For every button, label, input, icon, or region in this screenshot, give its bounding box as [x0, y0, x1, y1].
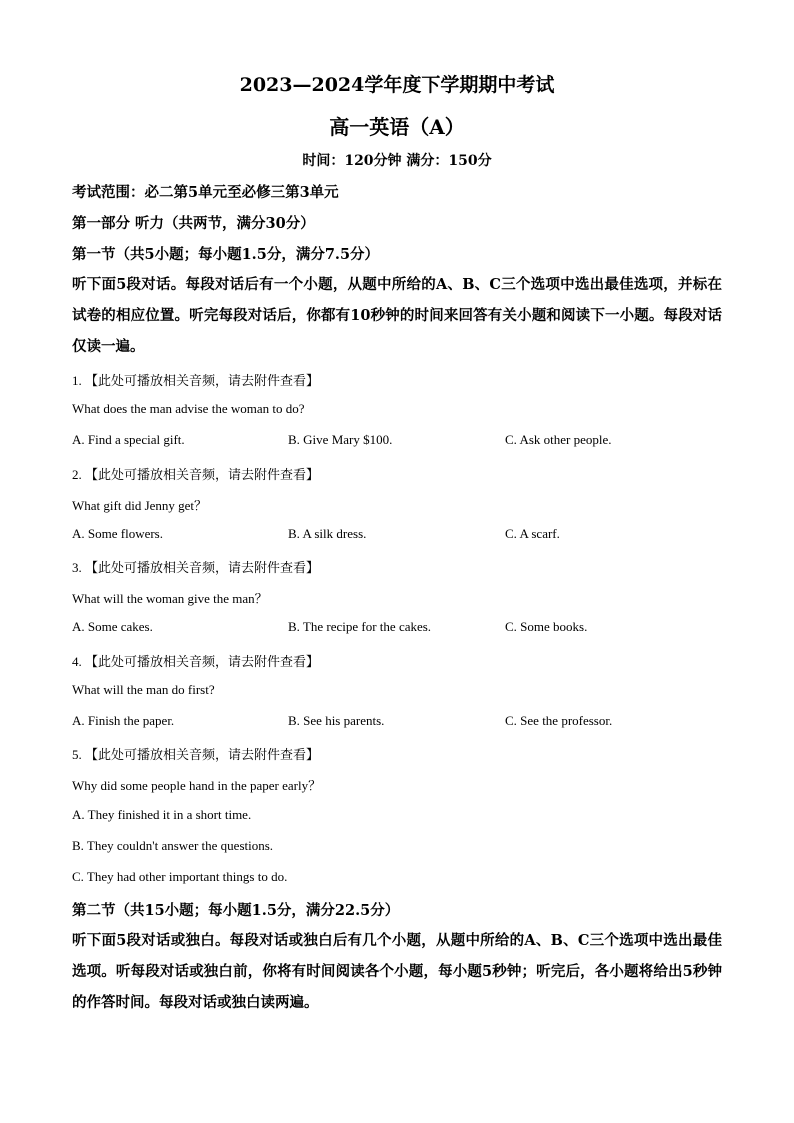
- question-4-option-c: C. See the professor.: [505, 713, 613, 728]
- question-3-option-c: C. Some books.: [505, 619, 588, 634]
- question-4-option-b: B. See his parents.: [288, 713, 385, 728]
- subject-title: 高一英语（A）: [329, 115, 465, 139]
- question-3-option-a: A. Some cakes.: [72, 619, 153, 634]
- section2-title: 第二节（共15小题；每小题1.5分，满分22.5分）: [72, 902, 400, 919]
- section1-title: 第一节（共5小题；每小题1.5分，满分7.5分）: [72, 246, 380, 263]
- question-5-number: 5. 【此处可播放相关音频，请去附件查看】: [72, 747, 320, 762]
- question-3-number: 3. 【此处可播放相关音频，请去附件查看】: [72, 560, 320, 575]
- question-1-option-c: C. Ask other people.: [505, 432, 612, 447]
- question-1-option-a: A. Find a special gift.: [72, 432, 185, 447]
- question-4-option-a: A. Finish the paper.: [72, 713, 175, 728]
- question-2-option-a: A. Some flowers.: [72, 526, 163, 541]
- time-score: 时间：120分钟 满分：150分: [302, 153, 492, 169]
- question-5-text: Why did some people hand in the paper early？: [72, 778, 322, 793]
- question-2-text: What gift did Jenny get？: [72, 498, 208, 513]
- question-4-text: What will the man do first?: [72, 682, 215, 697]
- question-2-number: 2. 【此处可播放相关音频，请去附件查看】: [72, 467, 320, 482]
- question-4-number: 4. 【此处可播放相关音频，请去附件查看】: [72, 654, 320, 669]
- question-1-number: 1. 【此处可播放相关音频，请去附件查看】: [72, 373, 320, 388]
- exam-title: 2023—2024学年度下学期期中考试: [239, 74, 555, 96]
- question-1-option-b: B. Give Mary $100.: [288, 432, 393, 447]
- question-5-option-b: B. They couldn't answer the questions.: [72, 838, 274, 853]
- part1-title: 第一部分 听力（共两节，满分30分）: [72, 215, 315, 232]
- section2-instructions: 听下面5段对话或独白。每段对话或独白后有几个小题，从题中所给的A、B、C三个选项中选出最佳选项。听每段对话或独白前，你将有时间阅读各个小题，每小题5秒钟；听完后，各小题将给出5秒钟的作答时间。每段对话或独白读两遍。: [72, 932, 722, 1011]
- question-3-text: What will the woman give the man？: [72, 591, 268, 606]
- question-5-option-a: A. They finished it in a short time.: [72, 807, 252, 822]
- section1-instructions: 听下面5段对话。每段对话后有一个小题，从题中所给的A、B、C三个选项中选出最佳选项，并标在试卷的相应位置。听完每段对话后，你都有10秒钟的时间来回答有关小题和阅读下一小题。每段对话仅读一遍。: [72, 276, 722, 355]
- question-5-option-c: C. They had other important things to do.: [72, 869, 288, 884]
- question-2-option-c: C. A scarf.: [505, 526, 560, 541]
- question-1-text: What does the man advise the woman to do?: [72, 401, 305, 416]
- question-2-option-b: B. A silk dress.: [288, 526, 367, 541]
- exam-scope: 考试范围：必二第5单元至必修三第3单元: [72, 184, 339, 201]
- question-3-option-b: B. The recipe for the cakes.: [288, 619, 432, 634]
